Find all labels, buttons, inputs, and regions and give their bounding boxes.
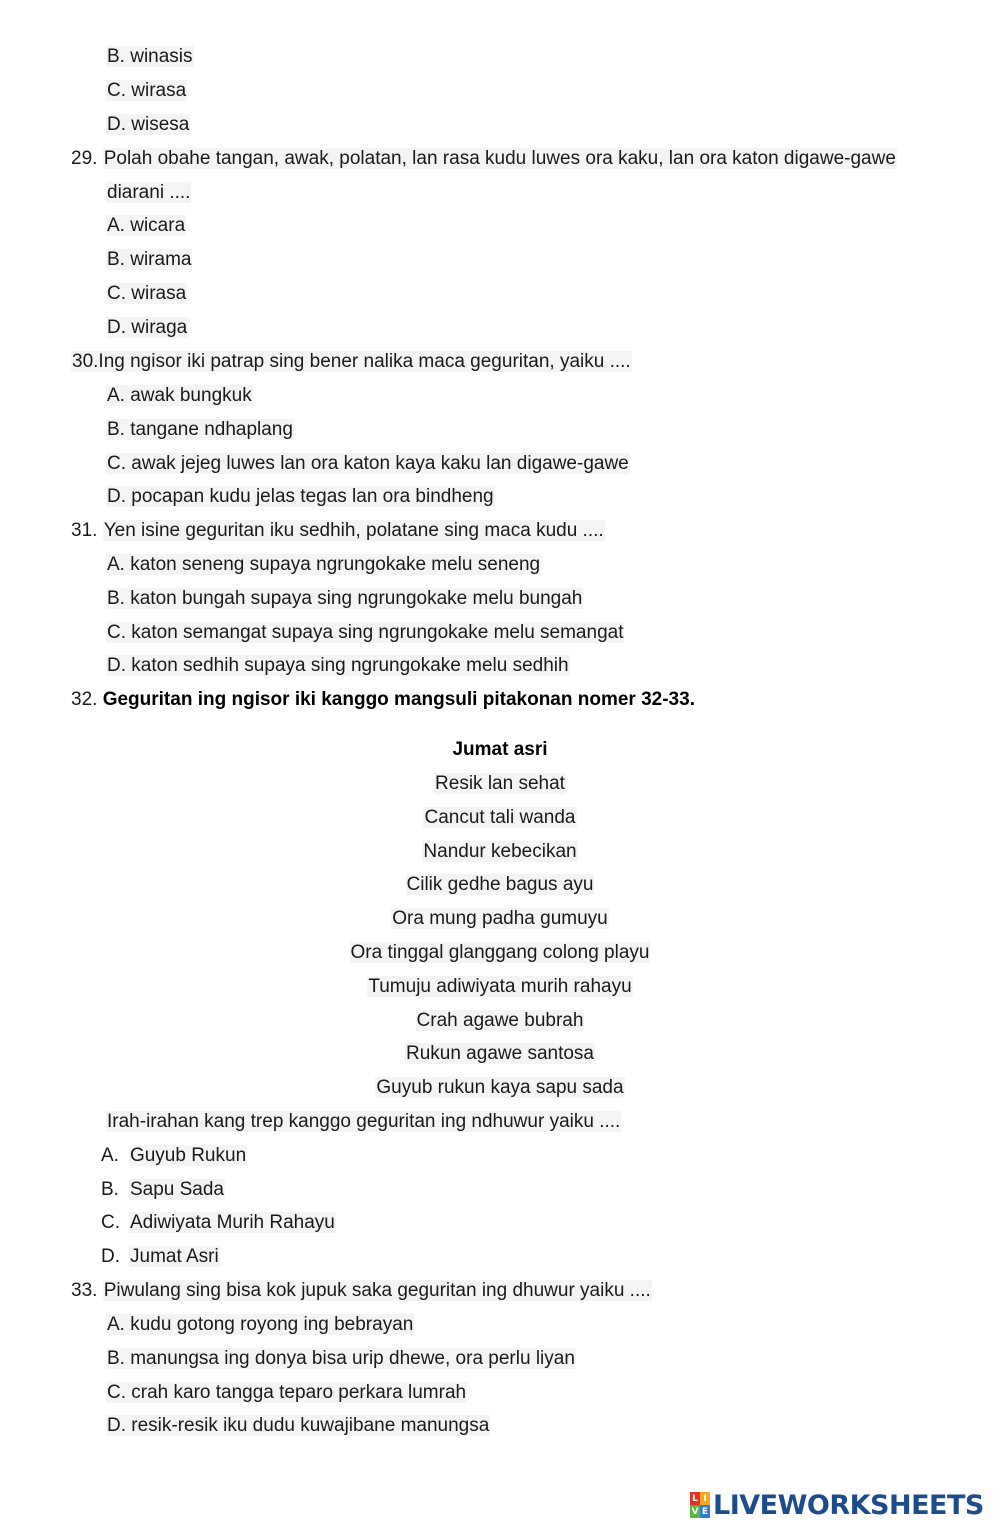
q32-question: Irah-irahan kang trep kanggo geguritan ing ndhuwur yaiku .... [107, 1111, 621, 1132]
q32-instruction-text: Geguritan ing ngisor iki kanggo mangsuli pitakonan nomer 32-33. [102, 689, 695, 710]
q33-question-text: Piwulang sing bisa kok jupuk saka geguritan ing dhuwur yaiku .... [103, 1280, 651, 1301]
poem-line: Nandur kebecikan [423, 841, 577, 862]
poem-line: Ora tinggal glanggang colong playu [350, 942, 650, 963]
q29-question [71, 147, 897, 171]
q32-instruction [71, 688, 695, 712]
q33-option-c[interactable]: C. crah karo tangga teparo perkara lumrah [107, 1382, 467, 1403]
q29-option-a[interactable]: A. wicara [107, 215, 186, 236]
q31-question-text: Yen isine geguritan iku sedhih, polatane sing maca kudu .... [103, 520, 604, 541]
q28-option-b[interactable]: B. winasis [107, 46, 193, 67]
q31-option-c[interactable]: C. katon semangat supaya sing ngrungokake melu semangat [107, 622, 624, 643]
q28-option-d[interactable]: D. wisesa [107, 114, 190, 135]
poem-line: Tumuju adiwiyata murih rahayu [368, 976, 632, 997]
poem-line: Guyub rukun kaya sapu sada [376, 1077, 624, 1098]
q31-question [71, 519, 605, 543]
q31-number: 31. [71, 520, 98, 541]
q32-option-a[interactable]: A. Guyub Rukun [101, 1145, 247, 1166]
poem-line: Ora mung padha gumuyu [392, 908, 608, 929]
q29-question-line1: Polah obahe tangan, awak, polatan, lan rasa kudu luwes ora kaku, lan ora katon digawe-gawe [103, 148, 896, 169]
q33-option-b[interactable]: B. manungsa ing donya bisa urip dhewe, ora perlu liyan [107, 1348, 575, 1369]
q32-option-b[interactable]: B. Sapu Sada [101, 1179, 224, 1200]
q29-option-d[interactable]: D. wiraga [107, 317, 188, 338]
q29-option-b[interactable]: B. wirama [107, 249, 192, 270]
q31-option-a[interactable]: A. katon seneng supaya ngrungokake melu seneng [107, 554, 541, 575]
q32-option-c[interactable]: C. Adiwiyata Murih Rahayu [101, 1212, 335, 1233]
q33-question [71, 1279, 652, 1303]
q29-question-line2: diarani .... [107, 182, 191, 203]
q30-option-c[interactable]: C. awak jejeg luwes lan ora katon kaya kaku lan digawe-gawe [107, 453, 629, 474]
q31-option-d[interactable]: D. katon sedhih supaya sing ngrungokake melu sedhih [107, 655, 569, 676]
poem-line: Rukun agawe santosa [405, 1043, 594, 1064]
liveworksheets-logo-icon: L I V E [691, 1493, 709, 1517]
poem-line: Crah agawe bubrah [416, 1010, 584, 1031]
q30-option-d[interactable]: D. pocapan kudu jelas tegas lan ora bindheng [107, 486, 494, 507]
q30-question: 30.Ing ngisor iki patrap sing bener nalika maca geguritan, yaiku .... [72, 351, 631, 372]
q30-option-b[interactable]: B. tangane ndhaplang [107, 419, 293, 440]
q31-option-b[interactable]: B. katon bungah supaya sing ngrungokake melu bungah [107, 588, 583, 609]
q29-option-c[interactable]: C. wirasa [107, 283, 187, 304]
q33-option-a[interactable]: A. kudu gotong royong ing bebrayan [107, 1314, 414, 1335]
q29-number: 29. [71, 148, 98, 169]
poem-line: Cilik gedhe bagus ayu [406, 874, 594, 895]
q33-option-d[interactable]: D. resik-resik iku dudu kuwajibane manungsa [107, 1415, 490, 1436]
q33-number: 33. [71, 1280, 98, 1301]
q32-number: 32. [71, 689, 98, 710]
poem-title: Jumat asri [452, 739, 548, 760]
liveworksheets-logo-text: LIVEWORKSHEETS [713, 1489, 984, 1521]
poem-line: Resik lan sehat [435, 773, 565, 794]
q32-option-d[interactable]: D. Jumat Asri [101, 1246, 219, 1267]
liveworksheets-logo[interactable] [690, 1487, 984, 1523]
poem-line: Cancut tali wanda [424, 807, 576, 828]
q30-option-a[interactable]: A. awak bungkuk [107, 385, 252, 406]
q28-option-c[interactable]: C. wirasa [107, 80, 187, 101]
